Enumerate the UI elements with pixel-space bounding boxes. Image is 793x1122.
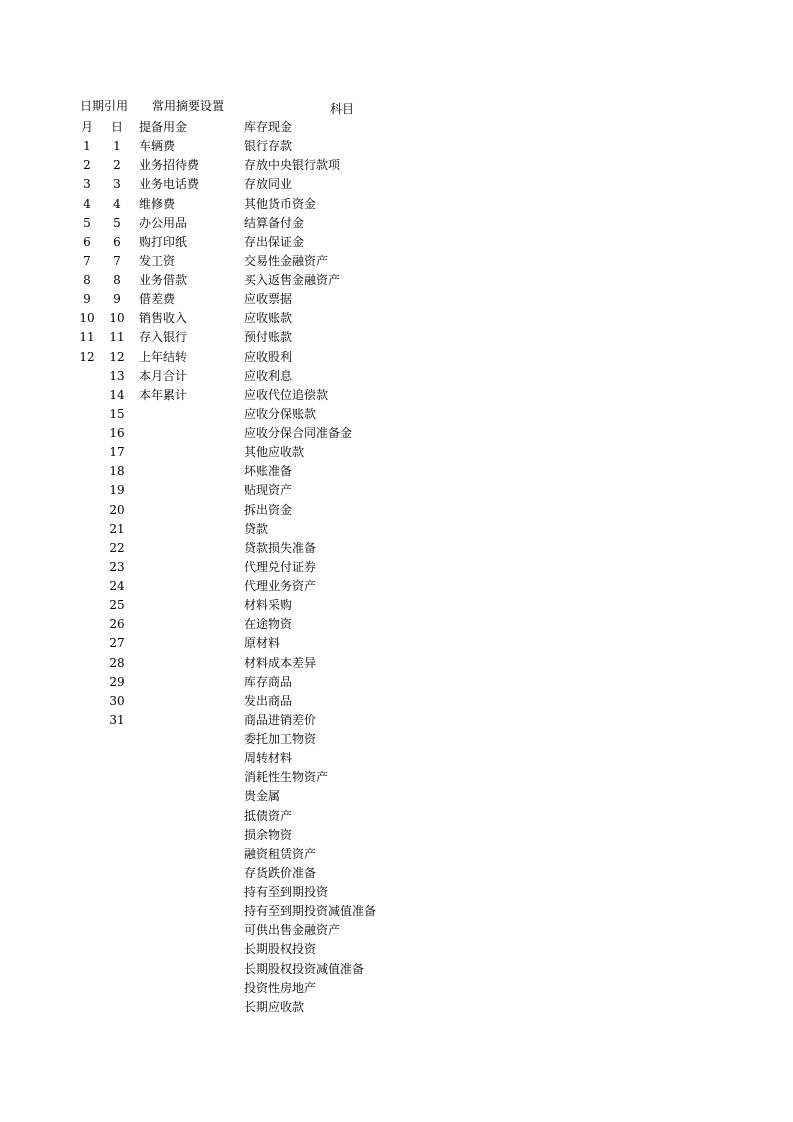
subject-cell: 委托加工物资 [244,732,317,746]
summary-cell: 上年结转 [139,349,188,364]
subject-cell: 融资租赁资产 [244,846,317,861]
month-cell: 7 [83,253,91,268]
summary-cell: 办公用品 [139,215,188,230]
day-cell: 23 [109,559,125,574]
subject-cell: 商品进销差价 [244,712,317,727]
day-cell: 2 [113,158,121,173]
day-cell: 3 [113,177,121,192]
subject-cell: 消耗性生物资产 [244,770,329,785]
day-cell: 10 [109,311,125,326]
summary-cell: 提备用金 [139,120,188,134]
day-cell: 12 [109,349,125,364]
day-cell: 11 [109,330,125,345]
subject-column [244,118,376,1017]
subject-cell: 贵金属 [244,789,281,804]
subject-cell: 持有至到期投资减值准备 [244,904,377,919]
subject-cell: 代理兑付证券 [244,559,317,574]
summary-cell: 车辆费 [139,139,176,154]
summary-column [139,118,199,405]
subject-cell: 在途物资 [244,617,293,632]
day-cell: 31 [109,712,125,727]
subject-cell: 原材料 [244,636,281,651]
day-cell: 15 [109,406,125,421]
day-cell: 30 [109,693,125,708]
day-cell: 9 [113,292,121,307]
subject-cell: 其他货币资金 [244,196,317,211]
month-cell: 8 [83,273,91,287]
subject-cell: 应收票据 [244,292,293,307]
subject-cell: 结算备付金 [244,215,305,230]
subject-cell: 抵债资产 [244,808,293,823]
subject-cell: 损余物资 [244,827,293,842]
day-cell: 17 [109,445,125,460]
subject-cell: 周转材料 [244,751,293,766]
day-column [108,118,126,730]
summary-cell: 销售收入 [139,311,188,326]
month-cell: 10 [79,311,95,326]
subject-cell: 应收利息 [244,368,293,383]
day-cell: 4 [113,196,121,211]
summary-cell: 存入银行 [139,330,188,345]
subject-cell: 投资性房地产 [244,980,317,995]
summary-cell: 业务借款 [139,273,188,287]
summary-cell: 发工资 [139,253,176,268]
subject-header: 科目 [330,102,355,116]
day-cell: 1 [113,139,121,154]
summary-cell: 本年累计 [139,387,188,402]
month-cell: 12 [79,349,95,364]
day-cell: 13 [109,368,125,383]
subject-cell: 拆出资金 [244,502,293,517]
subject-cell: 银行存款 [244,139,293,154]
day-cell: 29 [109,674,125,689]
subject-cell: 库存商品 [244,674,293,689]
summary-cell: 业务电话费 [139,177,200,192]
month-cell: 3 [83,177,91,192]
summary-cell: 借差费 [139,292,176,307]
day-cell: 22 [109,540,125,555]
day-cell: 18 [109,464,125,479]
subject-cell: 材料采购 [244,598,293,613]
subject-cell: 库存现金 [244,120,293,134]
month-cell: 2 [83,158,91,173]
month-cell: 月 [80,120,93,134]
month-column [78,118,96,367]
day-cell: 日 [110,120,123,134]
day-cell: 16 [109,426,125,440]
day-cell: 26 [109,617,125,632]
month-cell: 1 [83,139,91,154]
subject-cell: 应收分保合同准备金 [244,426,353,440]
subject-cell: 代理业务资产 [244,579,317,593]
month-cell: 5 [83,215,91,230]
subject-cell: 持有至到期投资 [244,885,329,899]
day-cell: 6 [113,234,121,249]
day-cell: 24 [109,579,125,593]
day-cell: 14 [109,387,125,402]
day-cell: 21 [109,521,125,536]
date-reference-header: 日期引用 [80,99,129,113]
subject-cell: 坏账准备 [244,464,293,479]
subject-cell: 存出保证金 [244,234,305,249]
subject-cell: 发出商品 [244,693,293,708]
subject-cell: 应收账款 [244,311,293,326]
subject-cell: 存放同业 [244,177,293,192]
summary-cell: 业务招待费 [139,158,200,173]
month-cell: 6 [83,234,91,249]
day-cell: 27 [109,636,125,651]
subject-cell: 长期应收款 [244,999,305,1014]
month-cell: 4 [83,196,91,211]
subject-cell: 交易性金融资产 [244,253,329,268]
common-summary-header: 常用摘要设置 [152,99,225,113]
subject-cell: 存货跌价准备 [244,865,317,880]
day-cell: 7 [113,253,121,268]
subject-cell: 贷款损失准备 [244,540,317,555]
day-cell: 28 [109,655,125,670]
day-cell: 25 [109,598,125,613]
summary-cell: 本月合计 [139,368,188,383]
subject-cell: 应收分保账款 [244,406,317,421]
day-cell: 8 [113,273,121,287]
subject-cell: 材料成本差异 [244,655,317,670]
subject-cell: 其他应收款 [244,445,305,460]
month-cell: 9 [83,292,91,307]
day-cell: 5 [113,215,121,230]
subject-cell: 可供出售金融资产 [244,923,341,938]
subject-cell: 应收代位追偿款 [244,387,329,402]
subject-cell: 应收股利 [244,349,293,364]
subject-cell: 预付账款 [244,330,293,345]
summary-cell: 维修费 [139,196,176,211]
subject-cell: 买入返售金融资产 [244,273,341,287]
subject-cell: 贴现资产 [244,483,293,498]
day-cell: 20 [109,502,125,517]
day-cell: 19 [109,483,125,498]
subject-cell: 长期股权投资减值准备 [244,961,365,976]
month-cell: 11 [79,330,95,345]
subject-cell: 存放中央银行款项 [244,158,341,173]
subject-cell: 贷款 [244,521,269,536]
summary-cell: 购打印纸 [139,234,188,249]
subject-cell: 长期股权投资 [244,942,317,957]
